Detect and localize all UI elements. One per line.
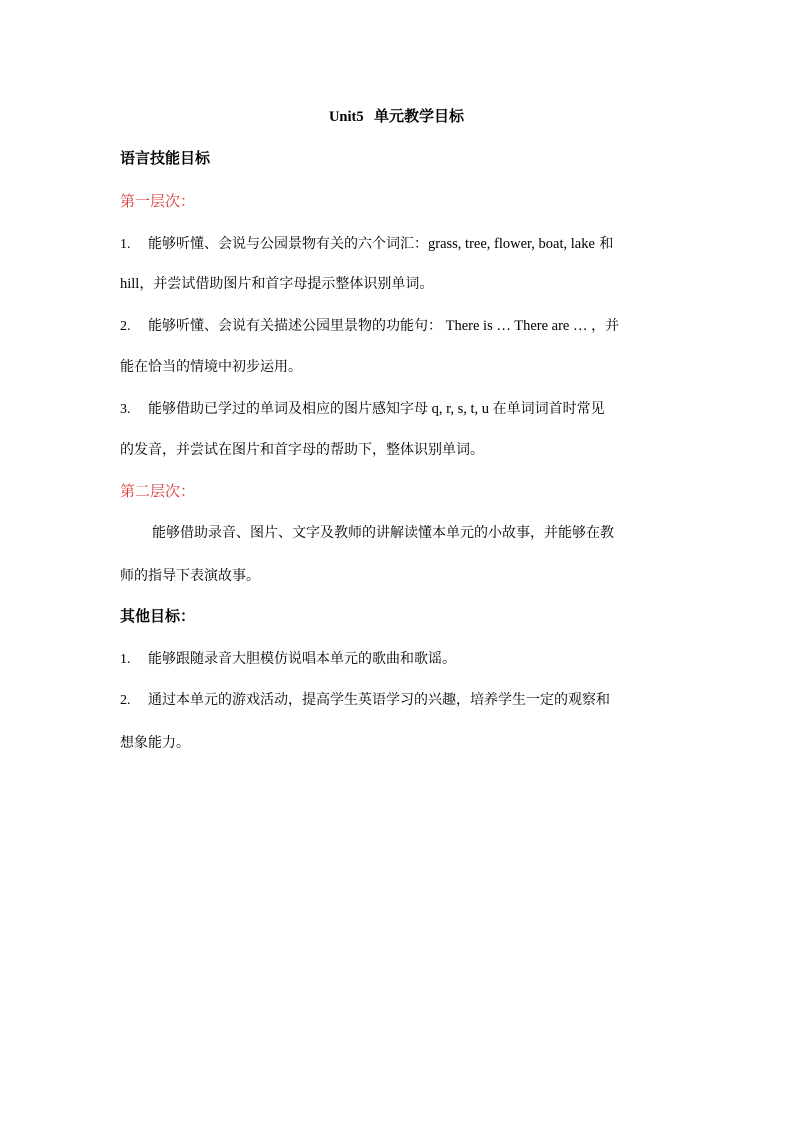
level1-item-2-line2: 能在恰当的情境中初步运用。 xyxy=(120,359,302,375)
level2-paragraph-line1: 能够借助录音、图片、文字及教师的讲解读懂本单元的小故事，并能够在教 xyxy=(152,525,614,541)
page-title xyxy=(0,106,793,127)
level1-heading: 第一层次： xyxy=(120,192,196,210)
level2-heading: 第二层次： xyxy=(120,482,196,500)
item-number: 1. xyxy=(120,237,131,252)
other-item-2-line1: 2. 通过本单元的游戏活动，提高学生英语学习的兴趣，培养学生一定的观察和 xyxy=(120,690,680,711)
section-heading-other-goals: 其他目标： xyxy=(120,607,196,625)
level1-item-1-line2: hill，并尝试借助图片和首字母提示整体识别单词。 xyxy=(120,276,434,292)
item-number: 1. xyxy=(120,652,131,667)
title-text: 单元教学目标 xyxy=(374,107,465,125)
title-unit: Unit5 xyxy=(328,109,364,125)
level1-item-2-line1: 2. 能够听懂、会说有关描述公园里景物的功能句： There is … There are … ，并 xyxy=(120,316,680,337)
item-number: 2. xyxy=(120,319,131,334)
section-heading-language-skills: 语言技能目标 xyxy=(120,149,211,167)
level1-item-3-line2: 的发音，并尝试在图片和首字母的帮助下，整体识别单词。 xyxy=(120,442,484,458)
other-item-2-line2: 想象能力。 xyxy=(120,735,190,751)
level1-item-3-line1: 3. 能够借助已学过的单词及相应的图片感知字母 q, r, s, t, u 在单词词首时常见 xyxy=(120,399,680,420)
level1-item-1-line1: 1. 能够听懂、会说与公园景物有关的六个词汇：grass, tree, flower, boat, lake 和 xyxy=(120,234,680,255)
item-number: 2. xyxy=(120,693,131,708)
level2-paragraph-line2: 师的指导下表演故事。 xyxy=(120,568,260,584)
item-number: 3. xyxy=(120,402,131,417)
other-item-1: 1. 能够跟随录音大胆模仿说唱本单元的歌曲和歌谣。 xyxy=(120,649,680,670)
